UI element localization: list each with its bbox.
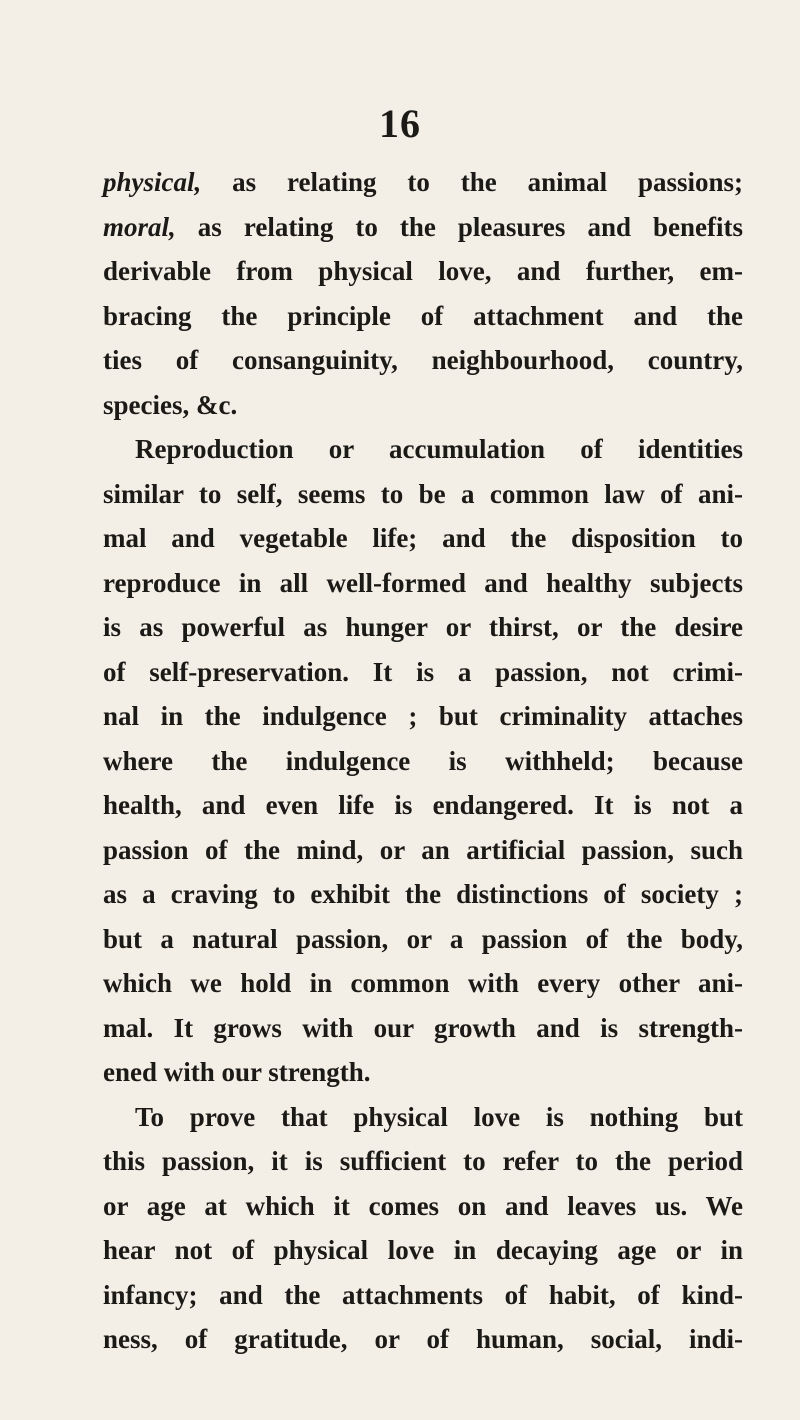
page-number: 16 xyxy=(379,101,421,146)
text-segment: Reproduction or accumulation of identities xyxy=(135,434,743,464)
text-segment: as relating to the animal passions; xyxy=(201,167,743,197)
text-segment: ties of consanguinity, neighbourhood, country, xyxy=(103,345,743,375)
body-text xyxy=(103,160,743,1362)
text-segment: passion of the mind, or an artificial passion, such xyxy=(103,834,743,865)
text-segment: as a craving to exhibit the distinctions of society ; xyxy=(103,879,743,909)
italic-term: physical, xyxy=(103,167,202,197)
text-segment: species, &c. xyxy=(103,389,238,420)
text-line xyxy=(103,739,743,784)
text-segment: ness, of gratitude, or of human, social, indi- xyxy=(103,1324,743,1354)
text-segment: derivable from physical love, and further, em- xyxy=(103,256,743,286)
text-segment: of self-preservation. It is a passion, not crimi- xyxy=(103,656,743,687)
text-line xyxy=(103,1139,743,1184)
text-line xyxy=(103,427,743,472)
text-segment: mal and vegetable life; and the disposition to xyxy=(103,523,743,553)
text-segment: hear not of physical love in decaying age or in xyxy=(103,1235,743,1265)
text-segment: this passion, it is sufficient to refer to the period xyxy=(103,1146,743,1176)
text-line xyxy=(103,249,743,294)
text-segment: infancy; and the attachments of habit, of kind- xyxy=(103,1279,743,1310)
text-segment: or age at which it comes on and leaves us. We xyxy=(103,1190,743,1221)
text-line xyxy=(103,1317,743,1362)
text-line xyxy=(103,783,743,828)
text-segment: which we hold in common with every other ani- xyxy=(103,968,743,998)
text-line xyxy=(103,1273,743,1318)
text-segment: mal. It grows with our growth and is strength- xyxy=(103,1012,743,1043)
text-line xyxy=(103,1228,743,1273)
text-line xyxy=(103,961,743,1006)
text-segment: where the indulgence is withheld; because xyxy=(103,745,743,776)
text-line xyxy=(103,1184,743,1229)
text-line xyxy=(103,828,743,873)
text-line xyxy=(103,516,743,561)
text-line xyxy=(103,338,743,383)
text-line xyxy=(103,294,743,339)
text-segment: is as powerful as hunger or thirst, or the desire xyxy=(103,612,743,642)
text-line xyxy=(103,561,743,606)
text-segment: ened with our strength. xyxy=(103,1057,371,1087)
text-segment: bracing the principle of attachment and the xyxy=(103,300,743,331)
text-line xyxy=(103,472,743,517)
text-segment: but a natural passion, or a passion of the body, xyxy=(103,923,743,954)
text-line xyxy=(103,1050,743,1095)
text-line xyxy=(103,694,743,739)
text-line xyxy=(103,917,743,962)
text-line xyxy=(103,605,743,650)
text-segment: similar to self, seems to be a common law of ani- xyxy=(103,478,743,509)
text-line xyxy=(103,650,743,695)
text-segment: as relating to the pleasures and benefits xyxy=(175,211,743,242)
text-line xyxy=(103,872,743,917)
text-line xyxy=(103,205,743,250)
text-line xyxy=(103,1006,743,1051)
text-segment: reproduce in all well-formed and healthy subjects xyxy=(103,567,743,598)
italic-term: moral, xyxy=(103,211,176,242)
text-line xyxy=(103,160,743,205)
text-line xyxy=(103,1095,743,1140)
text-segment: health, and even life is endangered. It is not a xyxy=(103,790,743,820)
text-segment: To prove that physical love is nothing but xyxy=(135,1101,743,1132)
text-line xyxy=(103,383,743,428)
text-segment: nal in the indulgence ; but criminality attaches xyxy=(103,701,743,731)
